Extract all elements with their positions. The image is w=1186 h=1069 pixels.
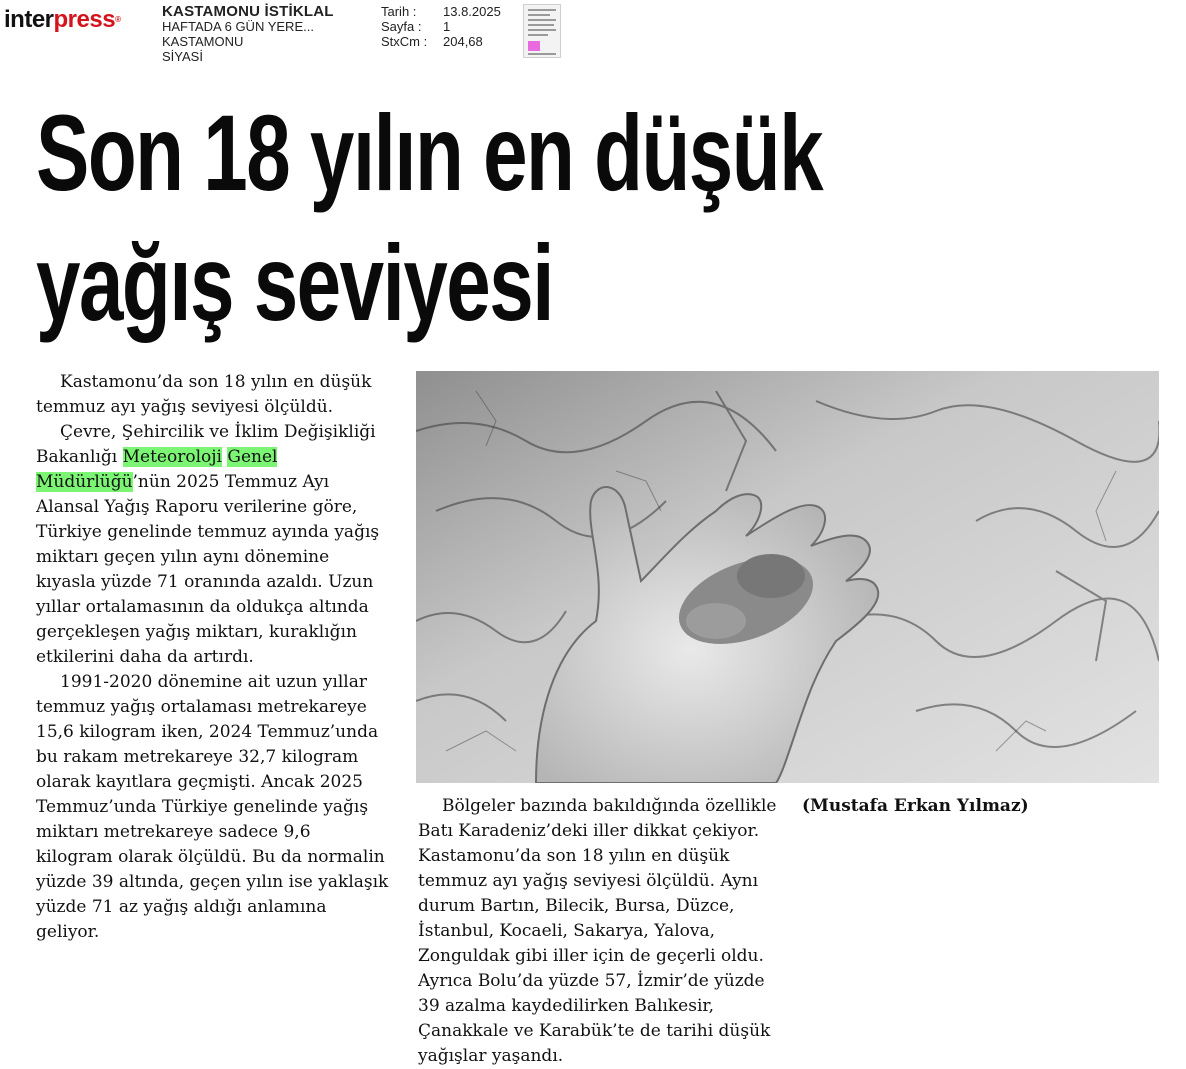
meta-row-page (381, 19, 521, 34)
publication-info (162, 4, 372, 64)
paragraph-1: Kastamonu’da son 18 yılın en düşük temmuz ayı yağış seviyesi ölçüldü. (36, 372, 372, 417)
meta-row-date (381, 4, 521, 19)
clipping-meta (381, 4, 521, 49)
logo-reg: ® (115, 15, 121, 24)
publication-city: KASTAMONU (162, 34, 244, 49)
paragraph-2-start: Çevre, Şehircilik ve İklim Değişikliği Bakanlığı (36, 422, 376, 467)
logo-part2: press (53, 6, 116, 33)
article-photo (416, 371, 1159, 783)
logo-part1: inter (4, 6, 54, 33)
meta-date-label: Tarih : (381, 4, 417, 19)
paragraph-2 (36, 420, 392, 670)
publication-name: KASTAMONU İSTİKLAL (162, 3, 334, 20)
publication-frequency: HAFTADA 6 GÜN YERE... (162, 19, 314, 34)
headline-line-1: Son 18 yılın en düşük (36, 92, 823, 213)
article-column-middle (418, 794, 778, 1069)
meta-stxcm-value: 204,68 (443, 34, 483, 49)
interpress-logo (4, 6, 120, 34)
meta-page-label: Sayfa : (381, 19, 422, 34)
page-thumbnail[interactable] (523, 4, 561, 58)
meta-row-stxcm (381, 34, 521, 49)
paragraph-4: Bölgeler bazında bakıldığında özellikle Batı Karadeniz’deki iller dikkat çekiyor. Kastamonu’da son 18 yılın en düşük temmuz ayı yağış seviyesi ölçüldü. Aynı durum Bartın, Bilecik, Bursa, Düzce, İstanbul, Kocaeli, Sakarya, Yalova, Zonguldak gibi iller için de geçerli oldu. Ayrıca Bolu’da yüzde 57, İzmir’de yüzde 39 azalma kaydedilirken Balıkesir, Çanakkale ve Karabük’te de tarihi düşük yağışlar yaşandı. (418, 796, 777, 1066)
highlight-meteoroloji: Meteoroloji (122, 447, 222, 467)
dry-soil-hand-image (416, 371, 1159, 783)
publication-category: SİYASİ (162, 49, 203, 64)
meta-stxcm-label: StxCm : (381, 34, 428, 49)
article-column-right (802, 794, 1164, 819)
byline-line (802, 794, 1164, 819)
headline-line-2: yağış seviyesi (36, 222, 553, 343)
thumbnail-highlight (528, 41, 540, 51)
paragraph-3: 1991-2020 dönemine ait uzun yıllar temmuz yağış ortalaması metrekareye 15,6 kilogram iken, 2024 Temmuz’unda bu rakam metrekareye 32,7 kilogram olarak kayıtlara geçmişti. Ancak 2025 Temmuz’unda Türkiye genelinde yağış miktarı metrekareye sadece 9,6 kilogram olarak ölçüldü. Bu da normalin yüzde 39 altında, geçen yılın ise yaklaşık yüzde 71 az yağış aldığı anlamına geliyor. (36, 672, 389, 942)
article-headline (36, 88, 1166, 348)
meta-page-value: 1 (443, 19, 451, 34)
article-byline: (Mustafa Erkan Yılmaz) (802, 796, 1029, 816)
paragraph-2-end: ’nün 2025 Temmuz Ayı Alansal Yağış Raporu verilerine göre, Türkiye genelinde temmuz ayında yağış miktarı geçen yılın aynı dönemine kıyasla yüzde 71 oranında azaldı. Uzun yıllar ortalamasının da oldukça altında gerçekleşen yağış miktarı, kuraklığın etkilerini daha da artırdı. (36, 472, 380, 667)
meta-date-value: 13.8.2025 (443, 4, 501, 19)
highlight-genel-mudurlugu: Genel Müdürlüğü (36, 447, 278, 492)
article-column-left (36, 370, 392, 945)
